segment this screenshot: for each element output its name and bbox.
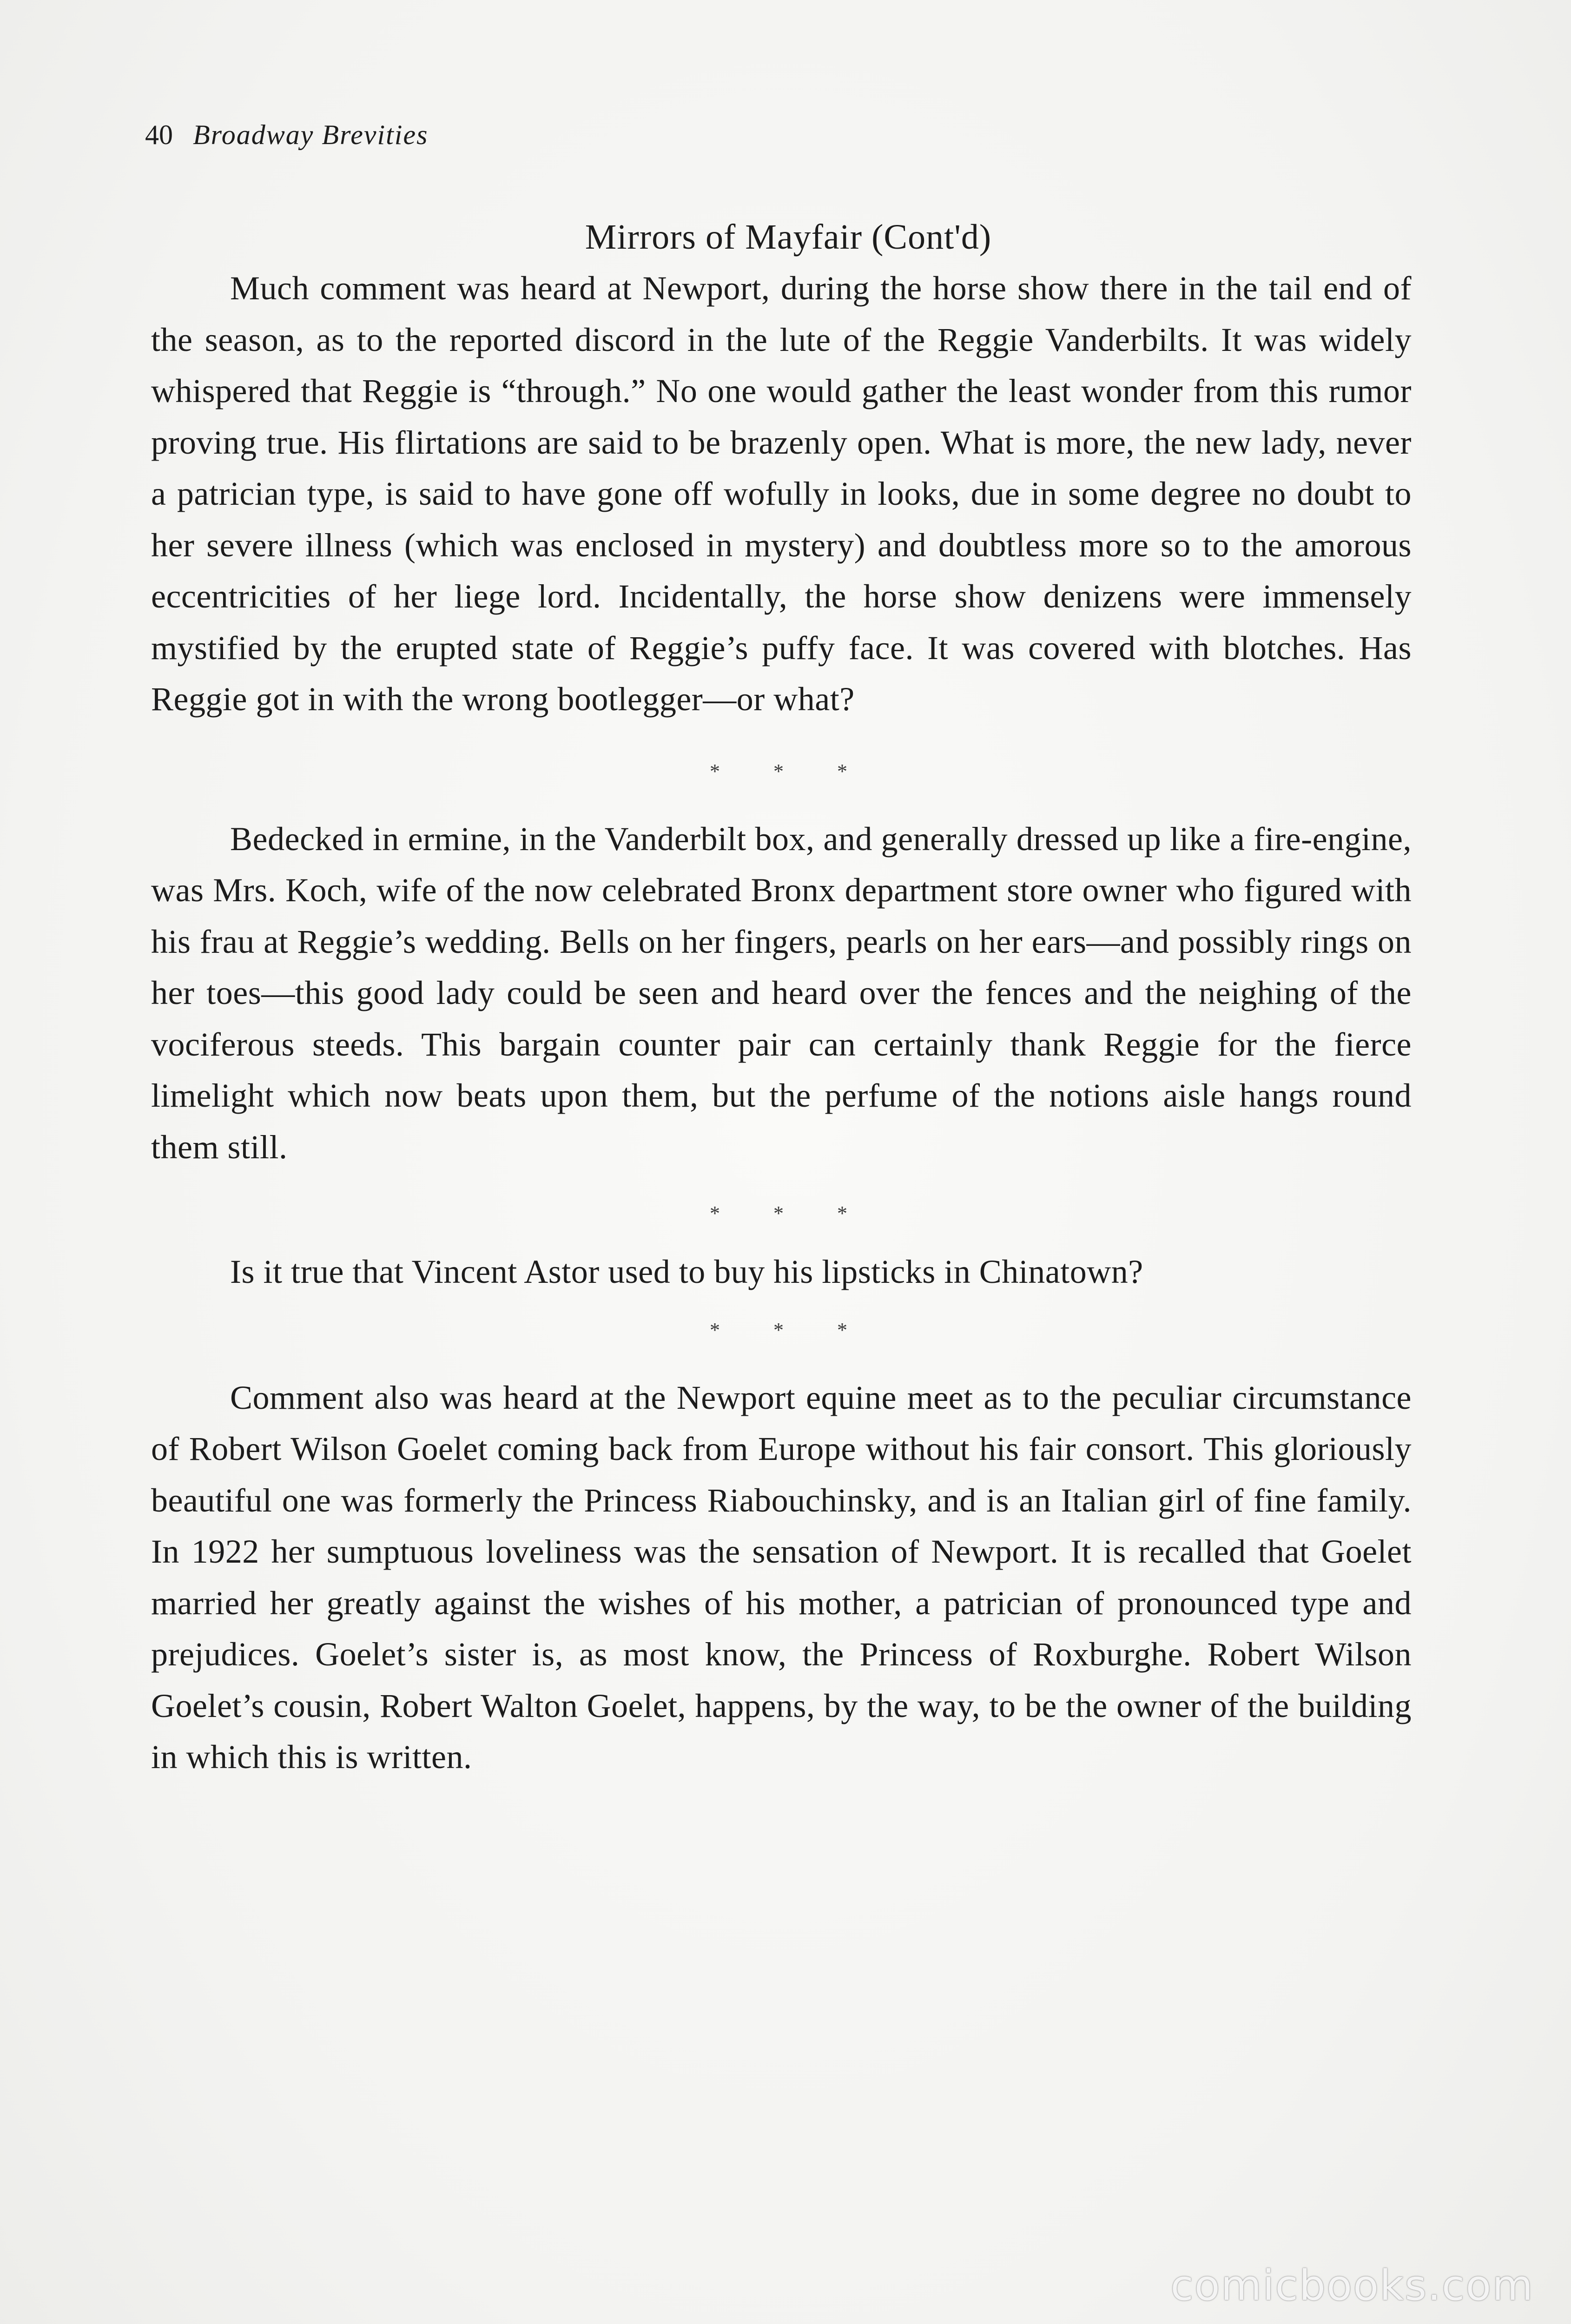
section-separator: * * * (710, 1202, 871, 1225)
paragraph-koch: Bedecked in ermine, in the Vanderbilt box, and generally dressed up like a fire-engine, was Mrs. Koch, wife of the now celebrated Bronx department store owner who figured with his frau at Reggie’s wedding. Bells on her fingers, pearls on her ears—and possibly rings on her toes—this good lady could be seen and heard over the fences and the neighing of the vociferous steeds. This bargain counter pair can certainly thank Reggie for the fierce limelight which now beats upon them, but the perfume of the notions aisle hangs round them still. (151, 820, 1412, 1166)
paragraph-vanderbilt: Much comment was heard at Newport, during the horse show there in the tail end of the season, as to the reported discord in the lute of the Reggie Vanderbilts. It was widely whispered that Reggie is “through.” No one would gather the least wonder from this rumor proving true. His flirtations are said to be brazenly open. What is more, the new lady, never a patrician type, is said to have gone off wofully in looks, due in some degree no doubt to her severe illness (which was enclosed in mystery) and doubtless more so to the amorous eccentricities of her liege lord. Incidentally, the horse show denizens were immensely mystified by the erupted state of Reggie’s puffy face. It was covered with blotches. Has Reggie got in with the wrong bootlegger—or what? (151, 270, 1412, 718)
running-head (145, 112, 428, 158)
article-title: Mirrors of Mayfair (Cont'd) (585, 218, 992, 257)
watermark: comicbooks.com (1170, 2261, 1534, 2310)
paragraph-goelet: Comment also was heard at the Newport equine meet as to the peculiar circumstance of Robert Wilson Goelet coming back from Europe without his fair consort. This gloriously beautiful one was formerly the Princess Riabouchinsky, and is an Italian girl of fine family. In 1922 her sumptuous loveliness was the sensation of Newport. It is recalled that Goelet married her greatly against the wishes of his mother, a patrician of pronounced type and prejudices. Goelet’s sister is, as most know, the Princess of Roxburghe. Robert Wilson Goelet’s cousin, Robert Walton Goelet, happens, by the way, to be the owner of the building in which this is written. (151, 1379, 1412, 1776)
section-separator: * * * (710, 1318, 871, 1341)
page-number: 40 (145, 119, 173, 150)
section-separator: * * * (710, 759, 871, 783)
article-body (151, 211, 1412, 1783)
publication-title: Broadway Brevities (193, 119, 429, 150)
paragraph-astor: Is it true that Vincent Astor used to buy his lipsticks in Chinatown? (230, 1253, 1143, 1290)
